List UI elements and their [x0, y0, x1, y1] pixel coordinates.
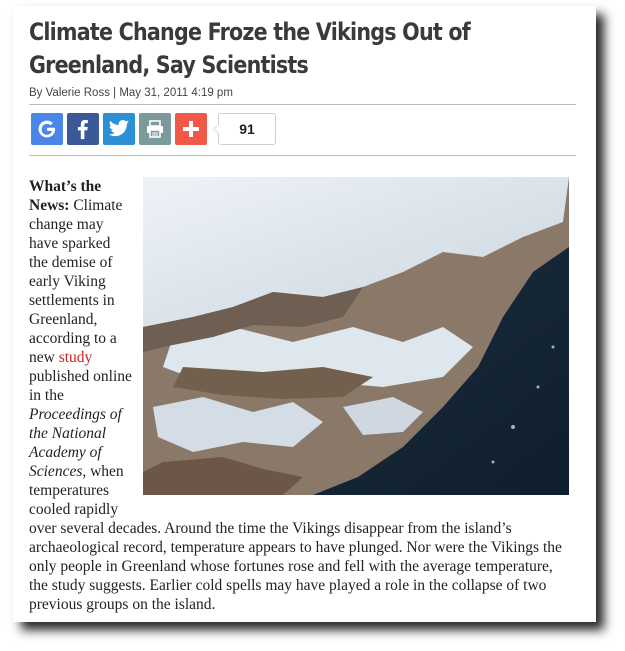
article-body [29, 177, 569, 614]
journal-name: Proceedings of the National Academy of Sciences [29, 406, 122, 480]
study-link[interactable]: study [58, 349, 93, 366]
body-text-1: Climate change may have sparked the demise of early Viking settlements in Greenland, according to a new [29, 197, 123, 366]
print-button[interactable] [139, 113, 171, 145]
article-title: Climate Change Froze the Vikings Out of Greenland, Say Scientists [29, 18, 470, 79]
more-share-button[interactable] [175, 113, 207, 145]
print-icon [145, 119, 165, 139]
facebook-icon [73, 118, 93, 140]
greenland-photo [143, 177, 569, 495]
facebook-share-button[interactable] [67, 113, 99, 145]
google-share-button[interactable] [31, 113, 63, 145]
plus-icon [182, 120, 200, 138]
share-count: 91 [218, 113, 276, 145]
google-icon [36, 118, 58, 140]
twitter-share-button[interactable] [103, 113, 135, 145]
lead-label: What’s the News: [29, 178, 102, 214]
article-card [13, 6, 596, 622]
twitter-icon [108, 119, 130, 139]
byline: By Valerie Ross | May 31, 2011 4:19 pm [29, 87, 233, 99]
divider [29, 104, 576, 105]
body-text-2: published online in the [29, 368, 132, 404]
divider [29, 155, 576, 156]
share-bar [31, 113, 276, 145]
body-text-3: , when temperatures cooled rapidly over several decades. Around the time the Vikings disappear from the island’s archaeological record, temperature appears to have plunged. Nor were the Vikings the only people in Greenland whose fortunes rose and fell with the average temperature, the study suggests. Earlier cold spells may have played a role in the collapse of two previous groups on the island. [29, 463, 562, 613]
